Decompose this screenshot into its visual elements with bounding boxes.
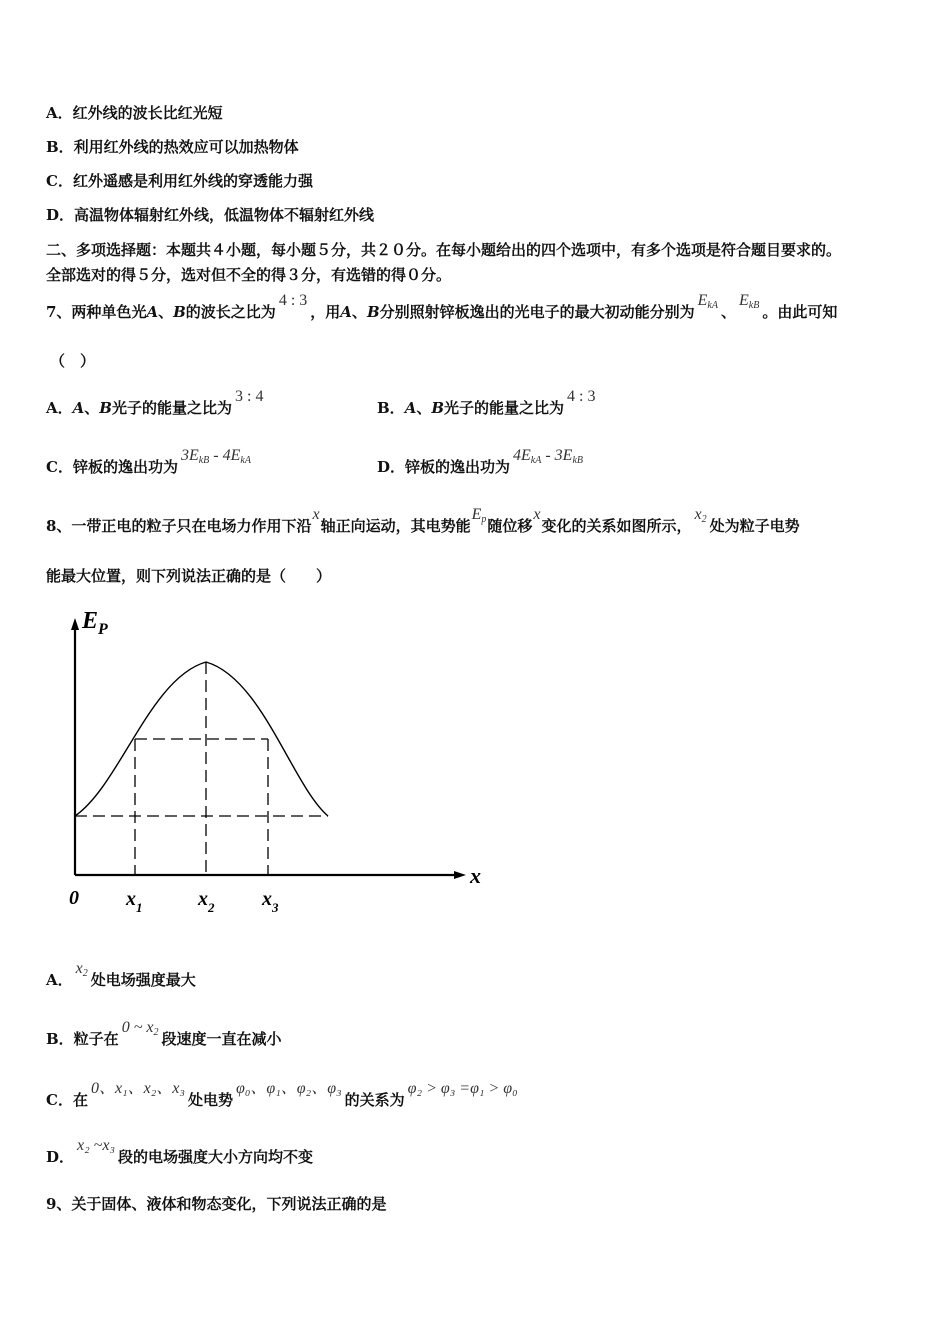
q6-option-d: D．高温物体辐射红外线，低温物体不辐射红外线	[46, 206, 375, 224]
q8-stem: 8、一带正电的粒子只在电场力作用下沿x轴正向运动，其电势能$E_p$随位移x变化的关系如图所示，$x_2$ 处为粒子电势	[46, 506, 800, 535]
q9-stem: 9、关于固体、液体和物态变化，下列说法正确的是	[46, 1195, 387, 1213]
q7-option-b: B．A、B光子的能量之比为4 : 3	[377, 388, 596, 417]
ep-curve	[75, 662, 328, 816]
section2-instructions: 全部选对的得５分，选对但不全的得３分，有选错的得０分。	[46, 266, 452, 284]
q8-option-b: B．粒子在0 ~ $x_2$ 段速度一直在减小	[46, 1019, 282, 1048]
origin-label: 0	[69, 887, 79, 909]
q7-option-c: C．锌板的逸出功为$3E_{kB} - 4E_{kA}$	[46, 447, 251, 476]
q7-ekb: $E_{kB}$	[738, 292, 760, 311]
q8-option-a: A．$x_2$ 处电场强度最大	[46, 960, 196, 989]
q6-option-c: C．红外遥感是利用红外线的穿透能力强	[46, 172, 313, 190]
q7-option-a: A．A、B光子的能量之比为3 : 4	[46, 388, 264, 417]
q8-stem-line2: 能最大位置，则下列说法正确的是（ ）	[46, 567, 332, 585]
y-axis-label: $E_P$	[82, 608, 108, 638]
q7-answer-paren: （ ）	[50, 352, 96, 370]
x-axis-arrow	[454, 871, 466, 879]
x-axis-label: x	[470, 863, 481, 888]
ep-x-graph	[60, 600, 500, 930]
section2-heading: 二、多项选择题：本题共４小题，每小题５分，共２０分。在每小题给出的四个选项中，有多个选项是符合题目要求的。	[46, 241, 842, 259]
q7-ratio: 4 : 3	[278, 292, 308, 309]
tick-x1-label: $x_1$	[126, 888, 143, 915]
q6-option-b: B．利用红外线的热效应可以加热物体	[46, 138, 299, 156]
q8-option-c: C．在0、x₁、x₂、x₃处电势φ₀、φ₁、φ₂、φ₃的关系为φ₂ > φ₃ =φ₁ > φ₀	[46, 1080, 518, 1109]
tick-x3-label: $x_3$	[262, 888, 279, 915]
q6-option-a: A．红外线的波长比红光短	[46, 104, 223, 122]
tick-x2-label: $x_2$	[198, 888, 215, 915]
q7-option-d: D．锌板的逸出功为$4E_{kA} - 3E_{kB}$	[377, 447, 583, 476]
q7-stem: 7、两种单色光A、B的波长之比为4 : 3，用A、B分别照射锌板逸出的光电子的最大初动能分别为$E_{kA}$ 、$E_{kB}$ 。由此可知	[46, 292, 838, 321]
y-axis-arrow	[71, 618, 79, 630]
q7-eka: $E_{kA}$	[697, 292, 718, 311]
q8-option-d: D．x₂ ~x₃段的电场强度大小方向均不变	[46, 1137, 314, 1166]
